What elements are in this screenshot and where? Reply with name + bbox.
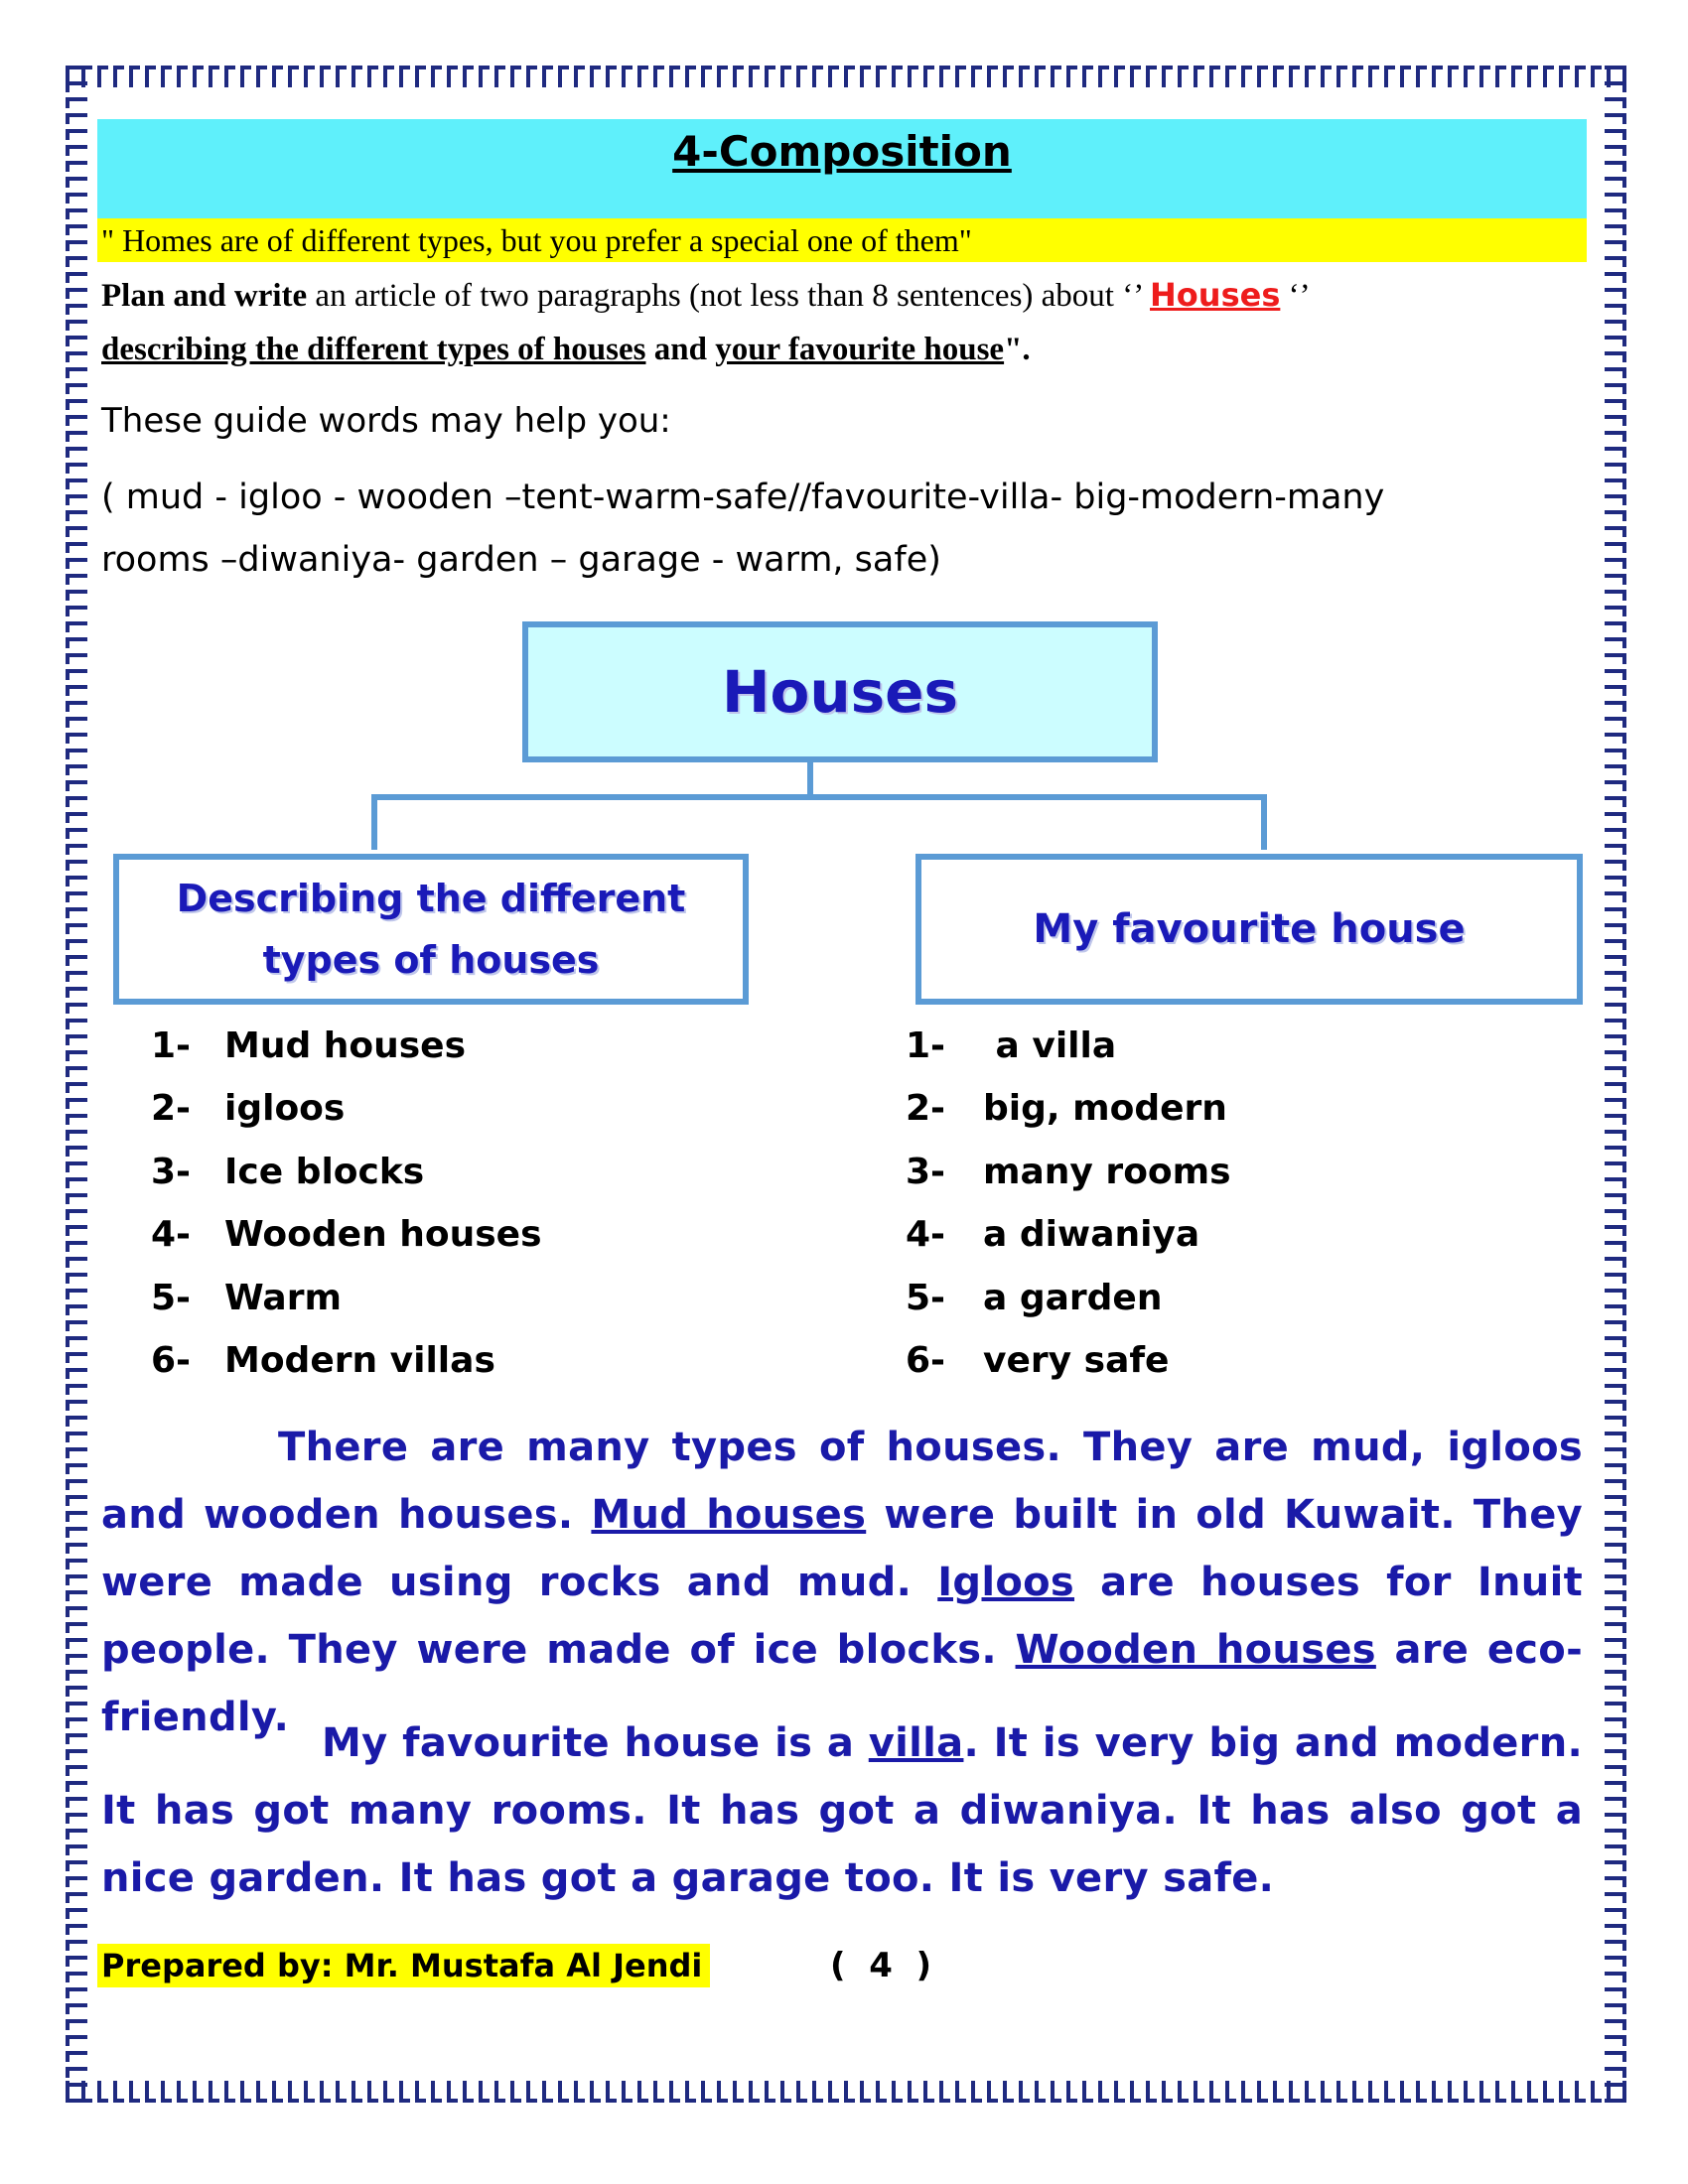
border-bottom	[66, 2081, 1626, 2103]
border-left	[66, 66, 87, 2103]
quote-line: " Homes are of different types, but you prefer a special one of them"	[97, 218, 1587, 262]
topic-highlight: Houses	[1150, 276, 1281, 314]
connector-horizontal	[371, 794, 1267, 800]
diagram-left-box: Describing the different types of houses	[113, 854, 749, 1005]
list-item: 3- many rooms	[906, 1151, 1231, 1192]
list-item: 2- big, modern	[906, 1088, 1227, 1130]
list-item: 3- Ice blocks	[151, 1151, 425, 1192]
list-item: 5- a garden	[906, 1277, 1163, 1318]
diagram-main-box: Houses	[522, 621, 1158, 762]
list-item: 4- Wooden houses	[151, 1214, 542, 1256]
guide-words-line1: ( mud - igloo - wooden –tent-warm-safe//favourite-villa- big-modern-many	[101, 478, 1385, 517]
and-word: and	[645, 332, 716, 367]
guide-heading: These guide words may help you:	[101, 401, 671, 441]
connector-vertical	[807, 762, 813, 798]
border-top	[66, 66, 1626, 87]
favourite-list	[906, 1015, 1231, 1392]
list-item: 4- a diwaniya	[906, 1214, 1200, 1256]
connector-right-drop	[1261, 794, 1267, 850]
page-number: ( 4 )	[830, 1946, 932, 1985]
paragraph-favourite: My favourite house is a villa. It is very big and modern. It has got many rooms. It has got a diwaniya. It has also got a nice garden. It has got a garage too. It is very safe.	[101, 1720, 1583, 1901]
types-list	[151, 1015, 542, 1392]
list-item: 1- a villa	[906, 1025, 1117, 1066]
paragraph-types: There are many types of houses. They are mud, igloos and wooden houses. Mud houses were built in old Kuwait. They were made using rocks and mud. Igloos are houses for Inuit people. They were made of ice blocks. Wooden houses are eco-friendly.	[101, 1425, 1583, 1740]
list-item: 1- Mud houses	[151, 1025, 467, 1066]
favourite-phrase: your favourite house	[715, 332, 1005, 367]
diagram-right-box: My favourite house	[915, 854, 1583, 1005]
guide-words	[101, 467, 1591, 592]
plan-bold: Plan and write	[101, 278, 308, 314]
list-item: 6- very safe	[906, 1340, 1170, 1382]
list-item: 5- Warm	[151, 1277, 342, 1318]
list-item: 2- igloos	[151, 1088, 346, 1130]
plan-rest: an article of two paragraphs (not less than 8 sentences) about ‘’	[307, 278, 1151, 314]
guide-words-line2: rooms –diwaniya- garden – garage - warm, safe)	[101, 540, 941, 580]
page-title: 4-Composition	[672, 127, 1012, 176]
after-topic: ‘’	[1280, 278, 1311, 314]
list-item: 6- Modern villas	[151, 1340, 495, 1382]
prepared-by: Prepared by: Mr. Mustafa Al Jendi	[97, 1944, 710, 1987]
describe-phrase: describing the different types of houses	[101, 332, 646, 367]
prompt-end: ".	[1004, 332, 1031, 367]
border-right	[1605, 66, 1626, 2103]
connector-left-drop	[371, 794, 377, 850]
task-prompt	[101, 268, 1591, 376]
